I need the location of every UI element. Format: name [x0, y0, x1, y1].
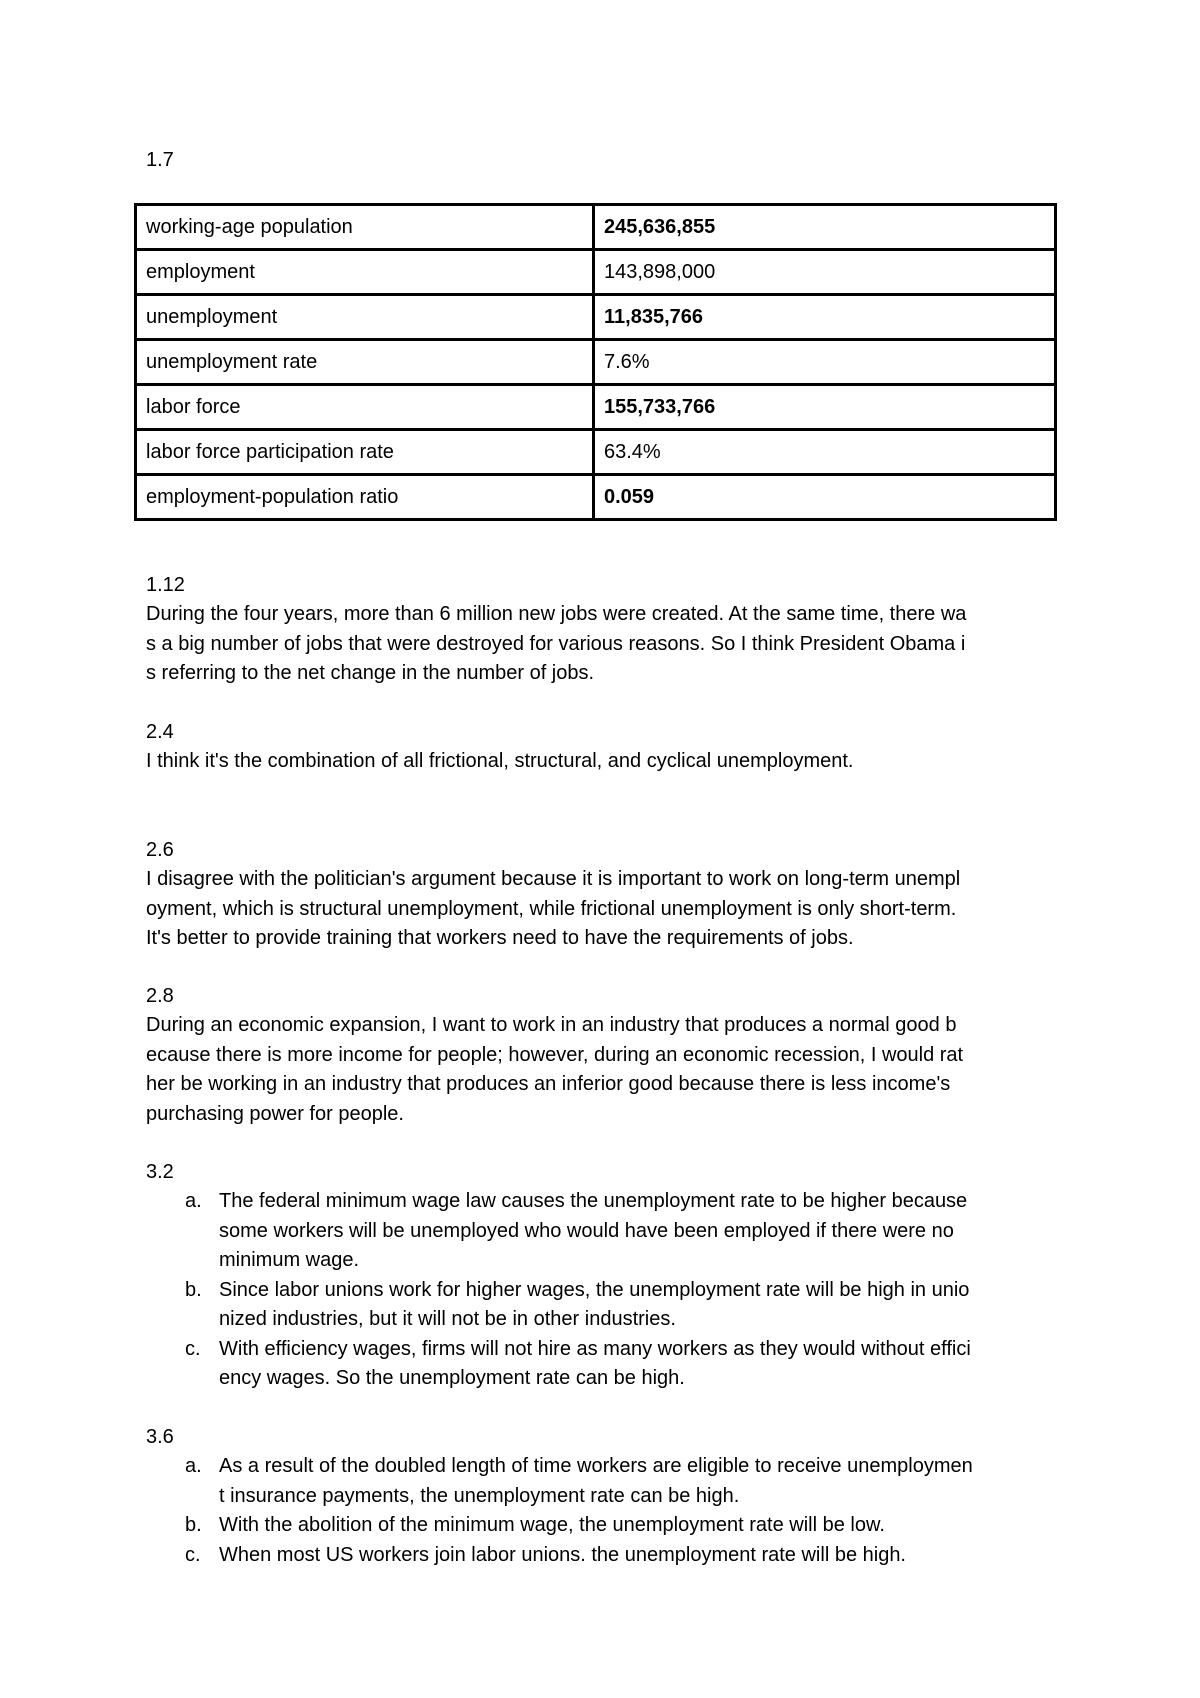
answer-line: During the four years, more than 6 million new jobs were created. At the same time, there wa	[146, 603, 967, 625]
answer-line: her be working in an industry that produces an inferior good because there is less income's	[146, 1073, 951, 1095]
table-cell-value: 155,733,766	[594, 385, 1056, 430]
list-item	[146, 1187, 1066, 1276]
answer-3-6-list	[146, 1452, 1066, 1570]
answer-line: When most US workers join labor unions. the unemployment rate will be high.	[219, 1543, 906, 1566]
answer-line: ecause there is more income for people; however, during an economic recession, I would rat	[146, 1043, 964, 1066]
question-number-1-12: 1.12	[146, 574, 185, 596]
answer-line: As a result of the doubled length of time workers are eligible to receive unemploymen	[219, 1455, 973, 1477]
answer-line: I think it's the combination of all frictional, structural, and cyclical unemployment.	[146, 750, 854, 772]
table-row	[136, 250, 1056, 295]
table-cell-value: 11,835,766	[594, 295, 1056, 340]
question-number-3-6: 3.6	[146, 1426, 174, 1448]
answer-line: oyment, which is structural unemployment, while frictional unemployment is only short-term.	[146, 897, 957, 920]
table-row	[136, 475, 1056, 520]
list-marker: b.	[185, 1278, 202, 1301]
answer-line: some workers will be unemployed who would have been employed if there were no	[219, 1219, 954, 1242]
answer-3-2-list	[146, 1187, 1066, 1394]
list-item	[146, 1276, 1066, 1335]
answer-line: s referring to the net change in the number of jobs.	[146, 662, 595, 684]
table-cell-label: working-age population	[136, 205, 594, 250]
question-number-3-2: 3.2	[146, 1161, 174, 1183]
answer-line: The federal minimum wage law causes the unemployment rate to be higher because	[219, 1190, 968, 1212]
answer-2-4	[146, 747, 1066, 777]
question-number-2-6: 2.6	[146, 839, 174, 861]
list-item	[146, 1511, 1066, 1541]
answer-line: It's better to provide training that workers need to have the requirements of jobs.	[146, 927, 854, 949]
list-item	[146, 1335, 1066, 1394]
table-cell-value: 63.4%	[594, 430, 1056, 475]
table-cell-value: 7.6%	[594, 340, 1056, 385]
answer-line: With efficiency wages, firms will not hire as many workers as they would without effici	[219, 1337, 971, 1360]
table-cell-label: unemployment	[136, 295, 594, 340]
table-row	[136, 340, 1056, 385]
answer-line: During an economic expansion, I want to work in an industry that produces a normal good b	[146, 1014, 957, 1036]
answer-1-12	[146, 600, 1066, 689]
answer-line: nized industries, but it will not be in other industries.	[219, 1308, 676, 1330]
answer-line: minimum wage.	[219, 1249, 360, 1271]
question-number-1-7: 1.7	[146, 149, 174, 171]
answer-line: t insurance payments, the unemployment rate can be high.	[219, 1484, 740, 1507]
table-row	[136, 385, 1056, 430]
answer-line: I disagree with the politician's argument because it is important to work on long-term unempl	[146, 868, 961, 890]
answer-line: purchasing power for people.	[146, 1102, 404, 1125]
answer-line: ency wages. So the unemployment rate can be high.	[219, 1367, 685, 1389]
list-item	[146, 1541, 1066, 1571]
table-cell-value: 0.059	[594, 475, 1056, 520]
table-cell-label: labor force	[136, 385, 594, 430]
table-cell-value: 143,898,000	[594, 250, 1056, 295]
list-marker: b.	[185, 1514, 202, 1536]
table-cell-label: labor force participation rate	[136, 430, 594, 475]
table-cell-label: employment	[136, 250, 594, 295]
answer-2-8	[146, 1011, 1066, 1129]
answer-2-6	[146, 865, 1066, 954]
labor-statistics-table	[134, 203, 1057, 521]
question-number-2-8: 2.8	[146, 985, 174, 1007]
table-row	[136, 205, 1056, 250]
answer-line: With the abolition of the minimum wage, the unemployment rate will be low.	[219, 1514, 885, 1536]
table-cell-label: unemployment rate	[136, 340, 594, 385]
list-marker: a.	[185, 1455, 202, 1477]
table-row	[136, 430, 1056, 475]
answer-line: s a big number of jobs that were destroyed for various reasons. So I think President Obama i	[146, 632, 966, 655]
table-cell-value: 245,636,855	[594, 205, 1056, 250]
table-cell-label: employment-population ratio	[136, 475, 594, 520]
table-row	[136, 295, 1056, 340]
list-marker: c.	[185, 1337, 201, 1360]
list-marker: c.	[185, 1543, 201, 1566]
question-number-2-4: 2.4	[146, 721, 174, 743]
answer-line: Since labor unions work for higher wages, the unemployment rate will be high in unio	[219, 1278, 970, 1301]
list-item	[146, 1452, 1066, 1511]
list-marker: a.	[185, 1190, 202, 1212]
